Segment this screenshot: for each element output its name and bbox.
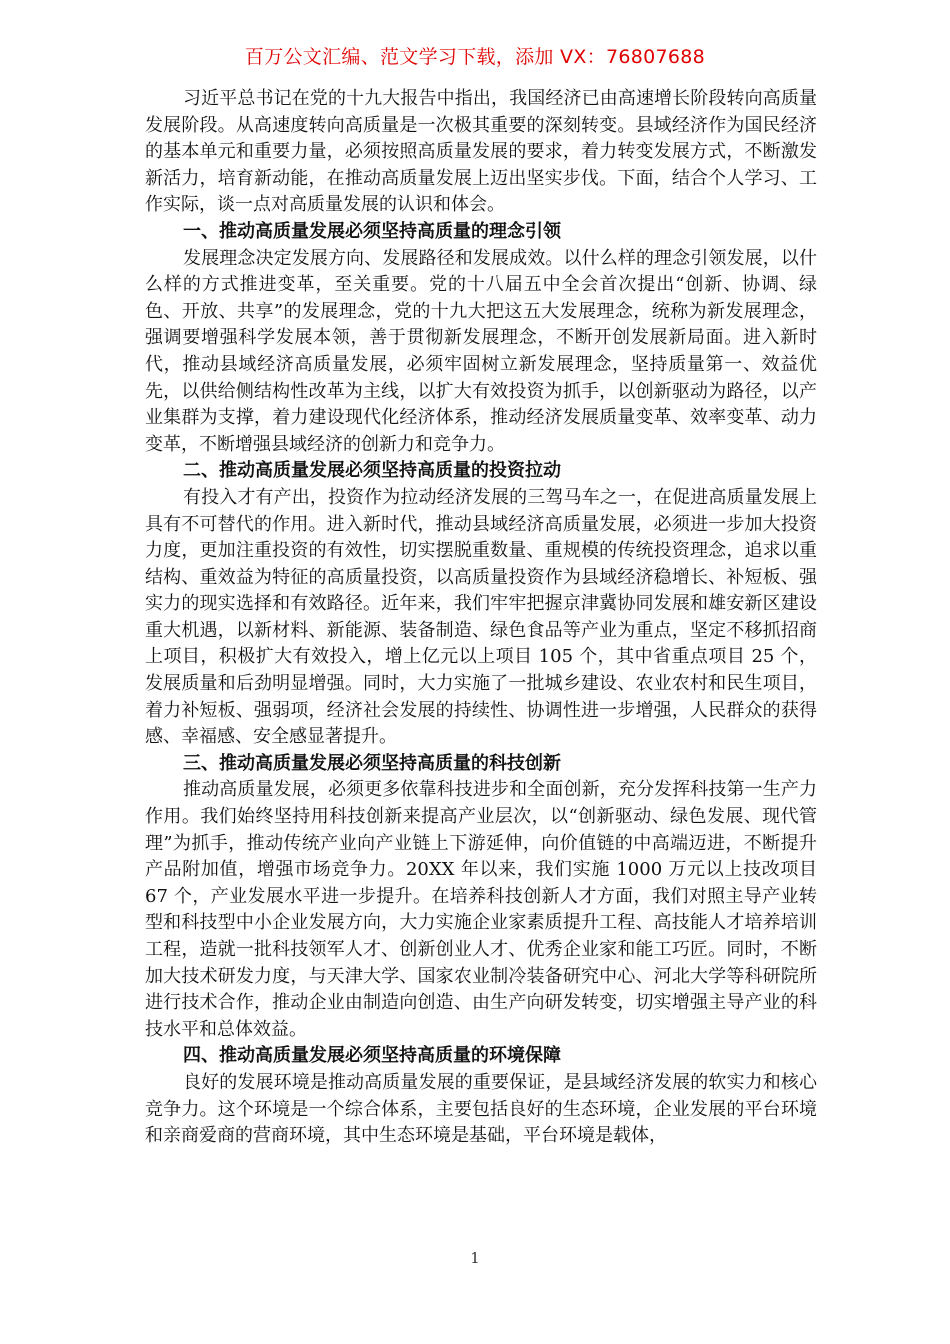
section-heading-1: 一、推动高质量发展必须坚持高质量的理念引领 [183, 220, 561, 242]
section-heading-4: 四、推动高质量发展必须坚持高质量的环境保障 [183, 1045, 561, 1067]
document-body [145, 86, 817, 1150]
intro-paragraph: 习近平总书记在党的十九大报告中指出，我国经济已由高速增长阶段转向高质量发展阶段。从高速度转向高质量是一次极其重要的深刻转变。县域经济作为国民经济的基本单元和重要力量，必须按照高质量发展的要求，着力转变发展方式，不断激发新活力，培育新动能，在推动高质量发展上迈出坚实步伐。下面，结合个人学习、工作实际，谈一点对高质量发展的认识和体会。 [145, 88, 817, 216]
section-heading-3: 三、推动高质量发展必须坚持高质量的科技创新 [183, 752, 561, 774]
page-number: 1 [470, 1249, 480, 1267]
section-paragraph-4: 良好的发展环境是推动高质量发展的重要保证，是县域经济发展的软实力和核心竞争力。这个环境是一个综合体系，主要包括良好的生态环境，企业发展的平台环境和亲商爱商的营商环境，其中生态环境是基础，平台环境是载体， [145, 1071, 817, 1147]
section-paragraph-3: 推动高质量发展，必须更多依靠科技进步和全面创新，充分发挥科技第一生产力作用。我们始终坚持用科技创新来提高产业层次，以“创新驱动、绿色发展、现代管理”为抓手，推动传统产业向产业链上下游延伸，向价值链的中高端迈进，不断提升产品附加值，增强市场竞争力。20XX 年以来，我们实施 1000 万元以上技改项目 67 个，产业发展水平进一步提升。在培养科技创新人才方面，我们对照主导产业转型和科技型中小企业发展方向，大力实施企业家素质提升工程、高技能人才培养培训工程，造就一批科技领军人才、创新创业人才、优秀企业家和能工巧匠。同时，不断加大技术研发力度，与天津大学、国家农业制冷装备研究中心、河北大学等科研院所进行技术合作，推动企业由制造向创造、由生产向研发转变，切实增强主导产业的科技水平和总体效益。 [145, 779, 817, 1040]
section-heading-2: 二、推动高质量发展必须坚持高质量的投资拉动 [183, 460, 561, 482]
section-paragraph-1: 发展理念决定发展方向、发展路径和发展成效。以什么样的理念引领发展，以什么样的方式推进变革，至关重要。党的十八届五中全会首次提出“创新、协调、绿色、开放、共享”的发展理念，党的十九大把这五大发展理念，统称为新发展理念，强调要增强科学发展本领，善于贯彻新发展理念，不断开创发展新局面。进入新时代，推动县域经济高质量发展，必须牢固树立新发展理念，坚持质量第一、效益优先，以供给侧结构性改革为主线，以扩大有效投资为抓手，以创新驱动为路径，以产业集群为支撑，着力建设现代化经济体系，推动经济发展质量变革、效率变革、动力变革，不断增强县域经济的创新力和竞争力。 [145, 247, 817, 455]
promo-banner: 百万公文汇编、范文学习下载，添加 VX：76807688 [244, 46, 706, 68]
section-paragraph-2: 有投入才有产出，投资作为拉动经济发展的三驾马车之一，在促进高质量发展上具有不可替代的作用。进入新时代，推动县域经济高质量发展，必须进一步加大投资力度，更加注重投资的有效性，切实摆脱重数量、重规模的传统投资理念，追求以重结构、重效益为特征的高质量投资，以高质量投资作为县域经济稳增长、补短板、强实力的现实选择和有效路径。近年来，我们牢牢把握京津冀协同发展和雄安新区建设重大机遇，以新材料、新能源、装备制造、绿色食品等产业为重点，坚定不移抓招商上项目，积极扩大有效投入，增上亿元以上项目 105 个，其中省重点项目 25 个，发展质量和后劲明显增强。同时，大力实施了一批城乡建设、农业农村和民生项目，着力补短板、强弱项，经济社会发展的持续性、协调性进一步增强，人民群众的获得感、幸福感、安全感显著提升。 [145, 486, 817, 748]
